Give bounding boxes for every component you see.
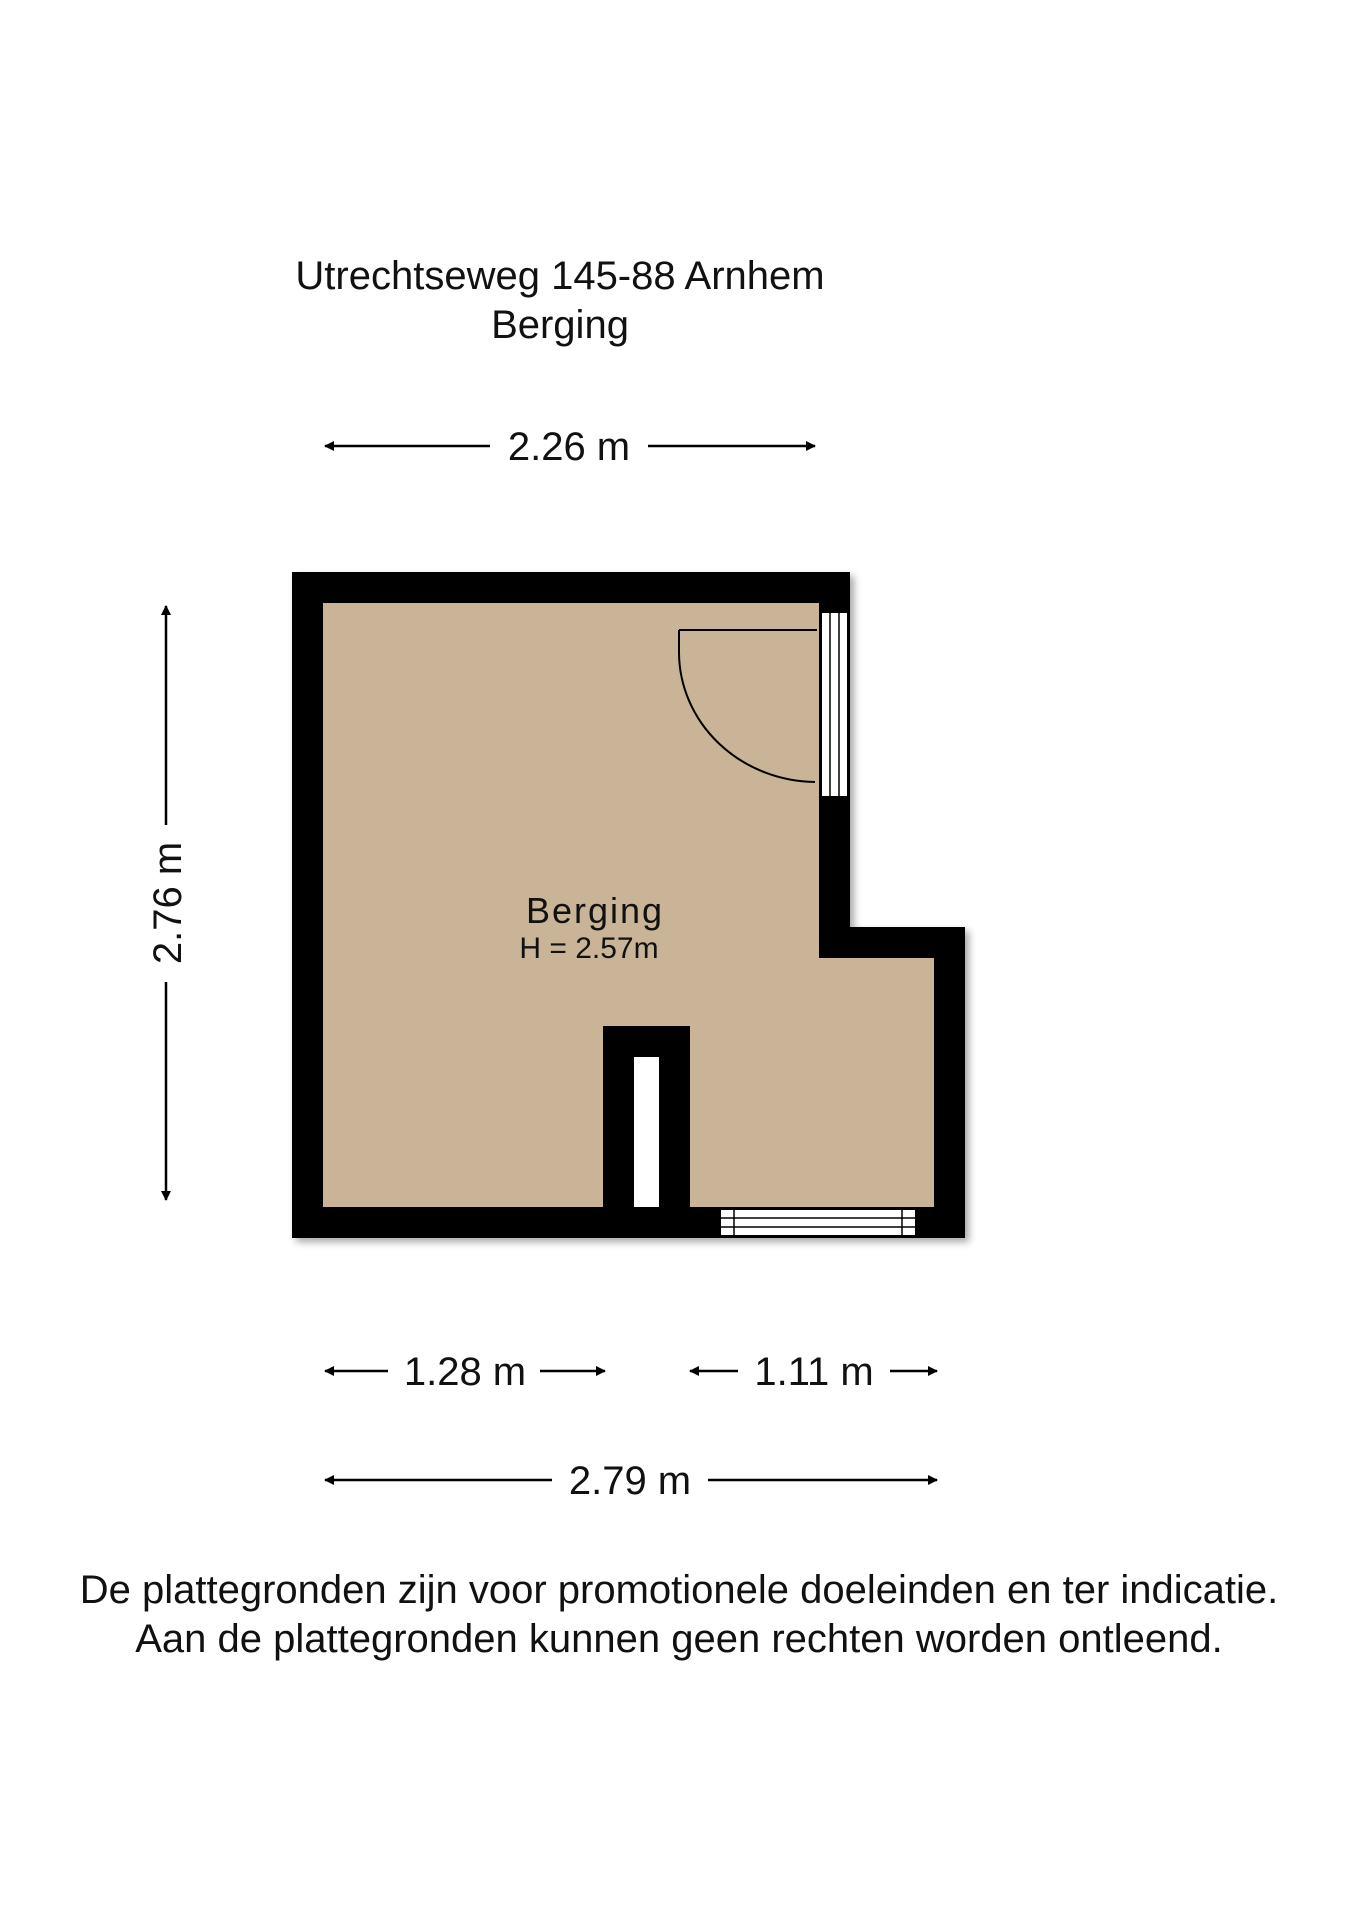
dimension-bottom-total-label: 2.79 m: [568, 1459, 692, 1503]
room-height: H = 2.57m: [519, 932, 659, 965]
dimension-bottom-left: [325, 1350, 605, 1394]
dimension-left: [146, 606, 190, 1200]
window: [720, 1209, 916, 1236]
dimension-bottom-total: [325, 1459, 937, 1503]
disclaimer-line-2: Aan de plattegronden kunnen geen rechten worden ontleend.: [135, 1617, 1223, 1661]
dimension-bottom-right-label: 1.11 m: [754, 1350, 874, 1394]
shaft: [634, 1057, 659, 1207]
dimension-top: [325, 425, 815, 469]
dimension-bottom-left-label: 1.28 m: [403, 1350, 527, 1394]
dimension-left-label: 2.76 m: [146, 841, 190, 965]
dimension-top-label: 2.26 m: [507, 425, 631, 469]
floor-title: Berging: [491, 303, 629, 347]
dimension-bottom-right: [690, 1350, 937, 1394]
room-name: Berging: [525, 890, 665, 931]
disclaimer-line-1: De plattegronden zijn voor promotionele doeleinden en ter indicatie.: [79, 1568, 1279, 1612]
address-title: Utrechtseweg 145-88 Arnhem: [295, 254, 825, 298]
